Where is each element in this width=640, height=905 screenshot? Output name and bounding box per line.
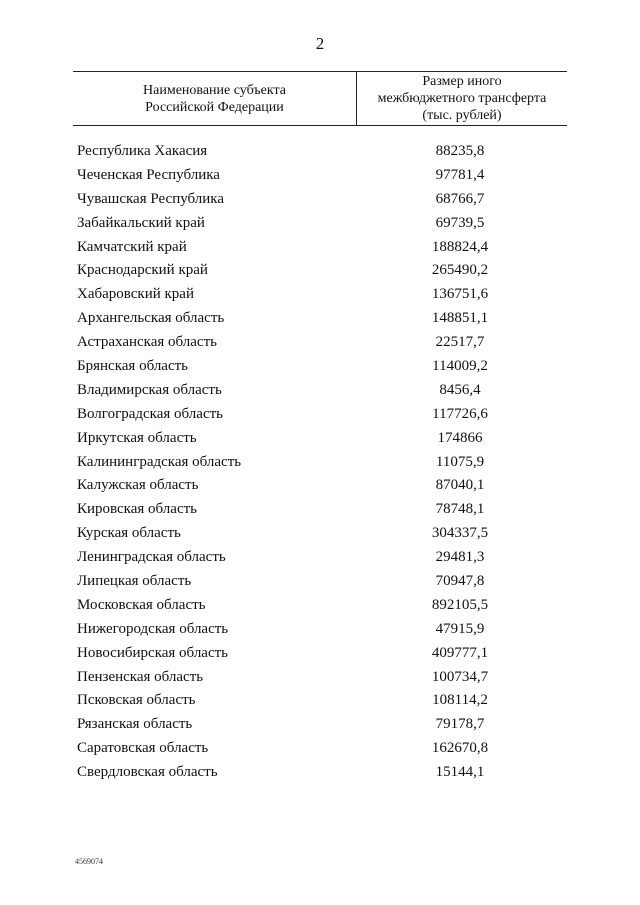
region-name: Владимирская область xyxy=(77,381,222,398)
header-value-column xyxy=(357,72,567,125)
region-name: Новосибирская область xyxy=(77,644,229,661)
region-name: Псковская область xyxy=(77,692,196,709)
transfer-amount: 70947,8 xyxy=(435,573,485,590)
region-name: Забайкальский край xyxy=(77,214,205,231)
transfer-amount: 117726,6 xyxy=(432,405,488,422)
transfer-amount: 68766,7 xyxy=(435,190,485,207)
transfer-amount: 188824,4 xyxy=(431,238,489,255)
transfer-amount: 22517,7 xyxy=(435,334,485,351)
transfer-amount: 148851,1 xyxy=(431,310,489,327)
region-name: Саратовская область xyxy=(77,740,209,757)
table-row xyxy=(0,570,640,594)
region-name: Брянская область xyxy=(77,358,189,375)
transfer-amount: 892105,5 xyxy=(431,596,489,613)
table-row xyxy=(0,212,640,236)
table-row xyxy=(0,451,640,475)
transfer-amount: 88235,8 xyxy=(435,143,485,159)
region-name: Ленинградская область xyxy=(77,549,226,566)
table-row xyxy=(0,427,640,451)
table-row xyxy=(0,642,640,666)
table-row xyxy=(0,498,640,522)
document-code: 4569074 xyxy=(75,857,103,866)
table-row xyxy=(0,546,640,570)
region-name: Московская область xyxy=(77,596,206,613)
transfer-amount: 108114,2 xyxy=(432,692,488,709)
table-row xyxy=(0,379,640,403)
region-name: Чувашская Республика xyxy=(77,190,225,207)
region-name: Липецкая область xyxy=(77,573,192,590)
region-name: Хабаровский край xyxy=(77,286,194,303)
table-row xyxy=(0,164,640,188)
transfer-amount: 174866 xyxy=(437,429,483,446)
transfer-amount: 409777,1 xyxy=(431,644,489,661)
transfer-amount: 15144,1 xyxy=(435,764,485,781)
region-name: Чеченская Республика xyxy=(77,166,220,183)
region-name: Камчатский край xyxy=(77,238,187,255)
region-name: Архангельская область xyxy=(77,310,225,327)
header-name-label: Наименование субъекта Российской Федерации xyxy=(143,82,286,115)
region-name: Нижегородская область xyxy=(77,620,229,637)
region-name: Волгоградская область xyxy=(77,405,223,422)
table-row xyxy=(0,666,640,690)
transfer-amount: 97781,4 xyxy=(435,166,485,183)
table-row xyxy=(0,761,640,785)
table-row xyxy=(0,403,640,427)
transfer-amount: 304337,5 xyxy=(431,525,489,542)
table-row xyxy=(0,713,640,737)
transfer-amount: 78748,1 xyxy=(435,501,485,518)
region-name: Краснодарский край xyxy=(77,262,208,279)
region-name: Рязанская область xyxy=(77,716,193,733)
table-row xyxy=(0,331,640,355)
transfer-amount: 100734,7 xyxy=(431,668,489,685)
table-row xyxy=(0,188,640,212)
region-name: Свердловская область xyxy=(77,764,218,781)
table-row xyxy=(0,474,640,498)
transfer-amount: 47915,9 xyxy=(435,620,485,637)
table-row xyxy=(0,140,640,164)
region-name: Курская область xyxy=(77,525,181,542)
table-row xyxy=(0,259,640,283)
transfer-amount: 11075,9 xyxy=(435,453,485,470)
region-name: Пензенская область xyxy=(77,668,204,685)
region-name: Астраханская область xyxy=(77,334,217,351)
transfer-amount: 8456,4 xyxy=(439,381,481,398)
table-row xyxy=(0,618,640,642)
header-name-column xyxy=(73,72,356,125)
table-row xyxy=(0,594,640,618)
table-row xyxy=(0,236,640,260)
table-body xyxy=(0,140,640,785)
transfer-amount: 87040,1 xyxy=(435,477,485,494)
table-row xyxy=(0,307,640,331)
transfer-amount: 114009,2 xyxy=(432,358,488,375)
region-name: Кировская область xyxy=(77,501,198,518)
transfer-amount: 265490,2 xyxy=(431,262,489,279)
transfer-amount: 162670,8 xyxy=(431,740,489,757)
table-row xyxy=(0,737,640,761)
region-name: Калининградская область xyxy=(77,453,242,470)
transfer-amount: 136751,6 xyxy=(431,286,489,303)
table-row xyxy=(0,283,640,307)
region-name: Калужская область xyxy=(77,477,199,494)
table-row xyxy=(0,355,640,379)
transfer-amount: 29481,3 xyxy=(435,549,485,566)
page-number: 2 xyxy=(315,34,325,53)
header-value-label: Размер иного межбюджетного трансферта (тыс. рублей) xyxy=(377,74,547,123)
region-name: Иркутская область xyxy=(77,429,197,446)
transfer-amount: 69739,5 xyxy=(435,214,485,231)
table-row xyxy=(0,522,640,546)
table-row xyxy=(0,689,640,713)
transfer-amount: 79178,7 xyxy=(435,716,485,733)
region-name: Республика Хакасия xyxy=(77,143,208,159)
table-header xyxy=(73,71,567,126)
